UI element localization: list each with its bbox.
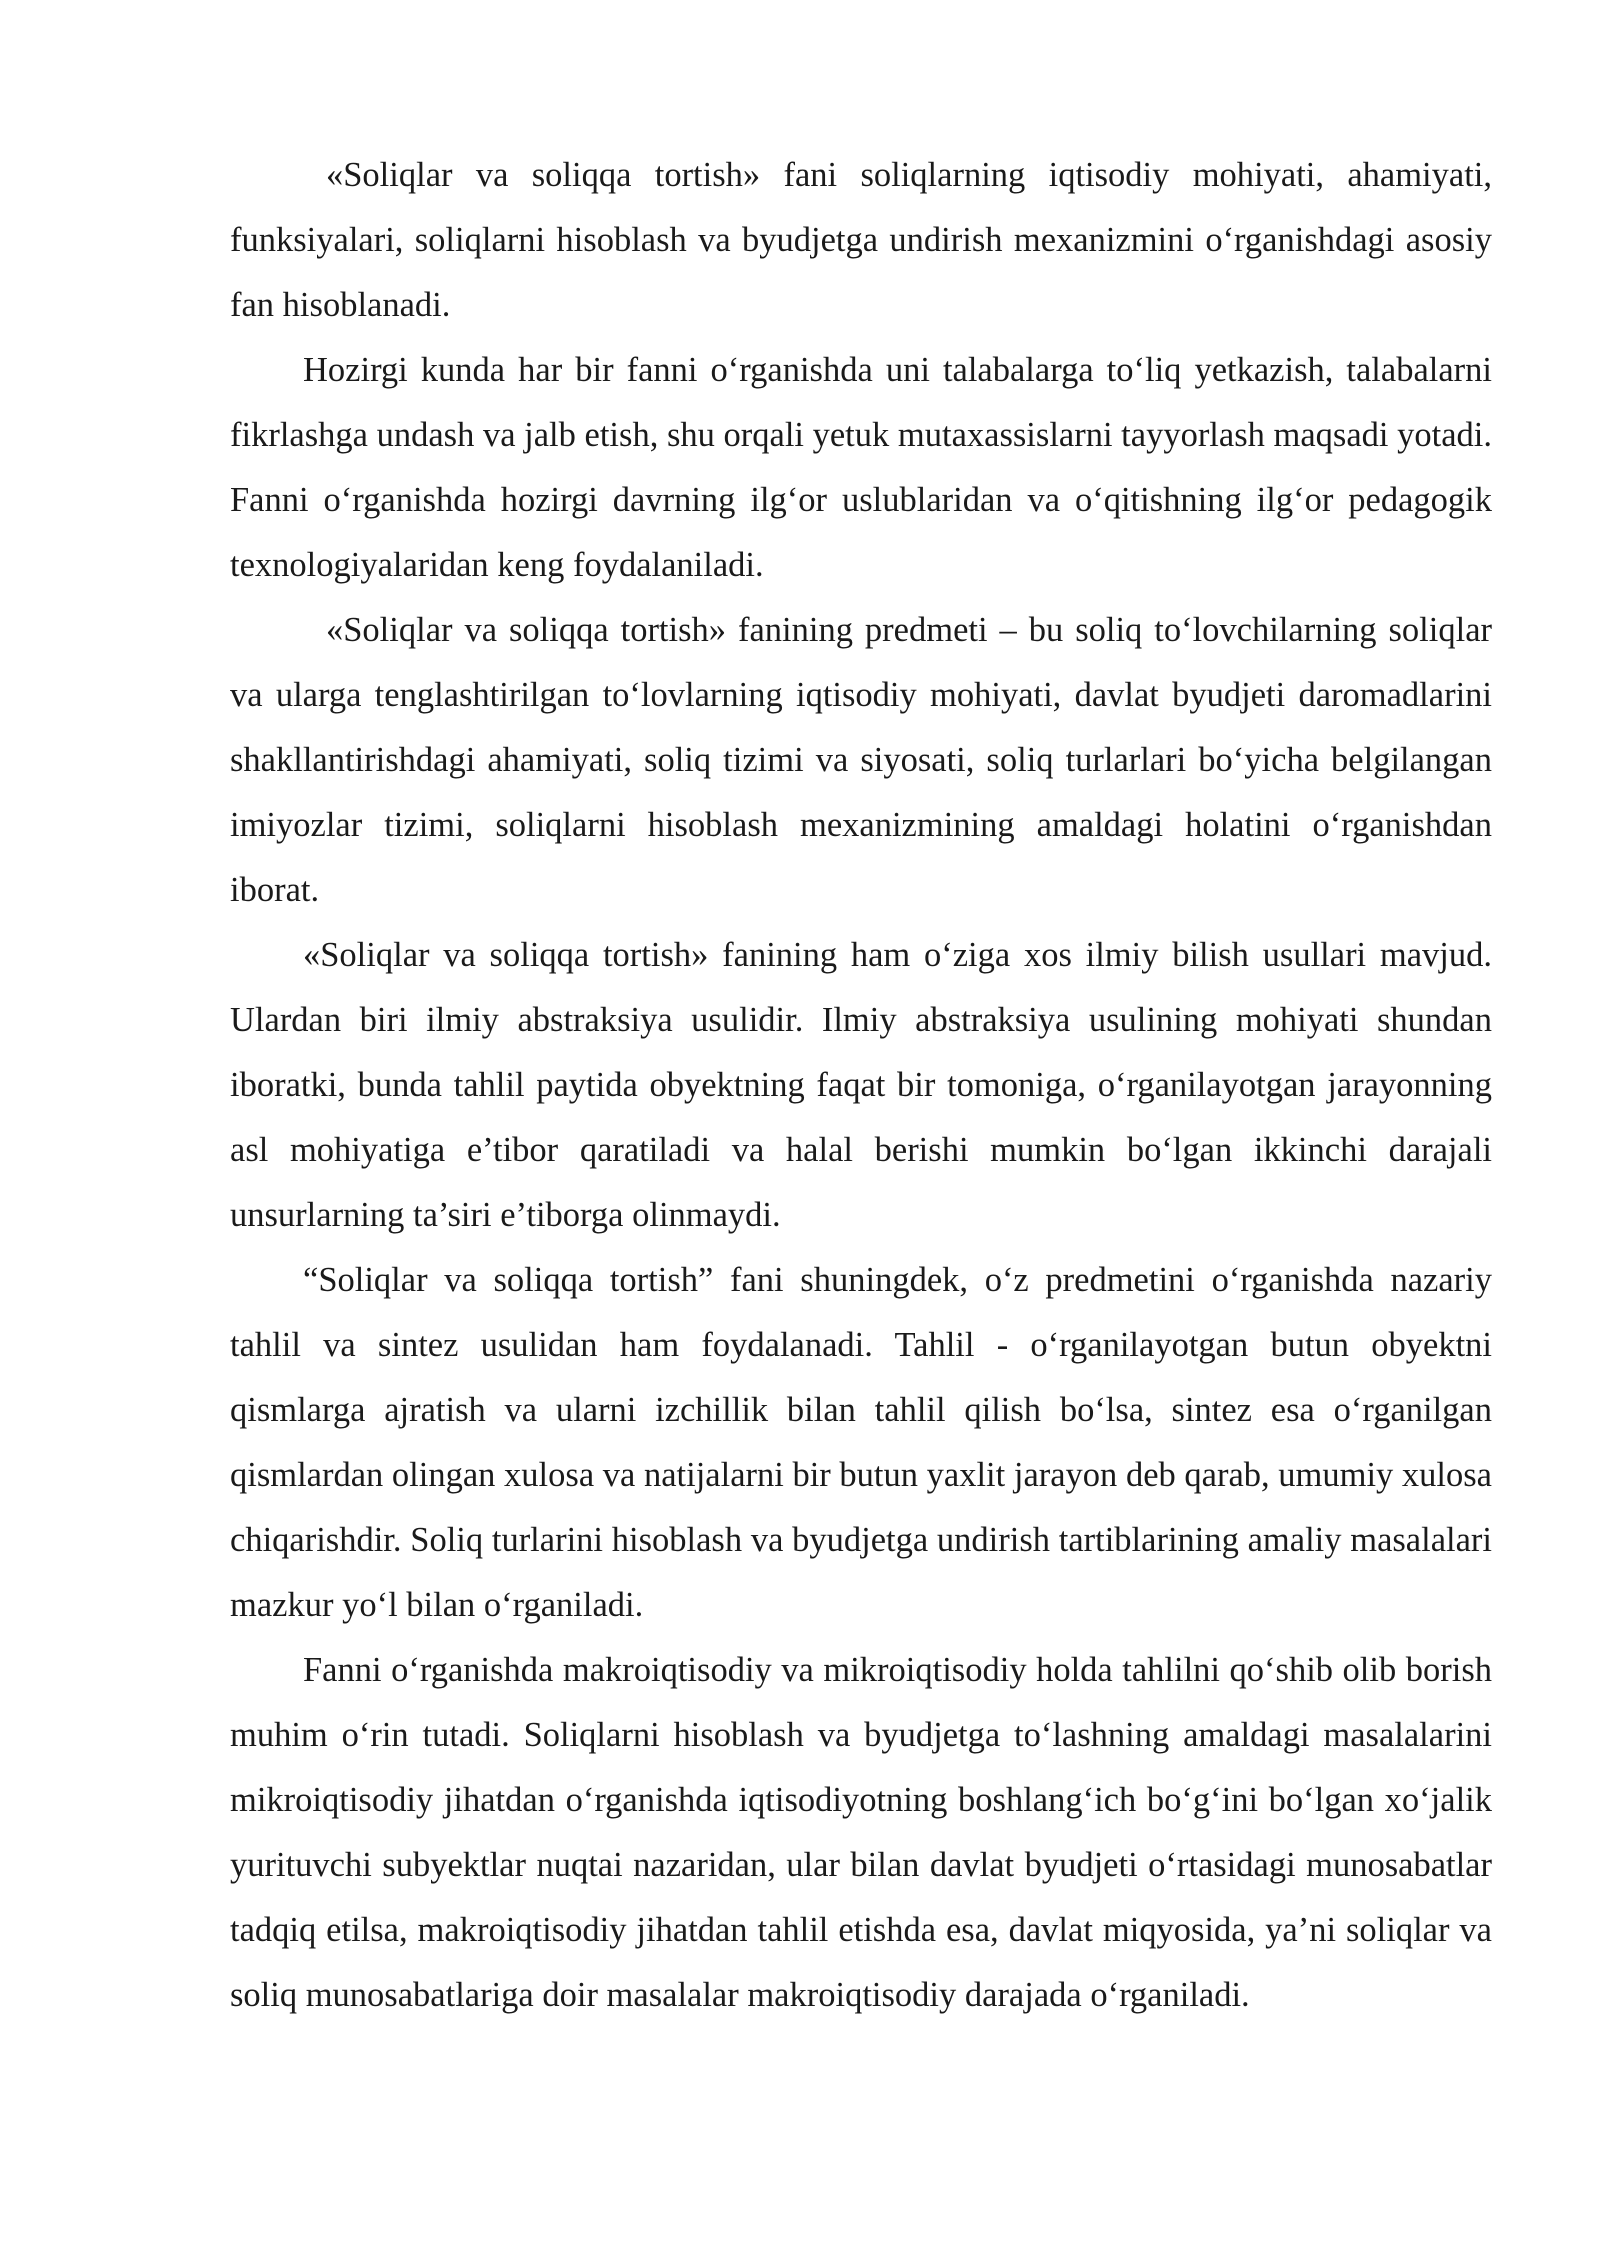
paragraph-abstraction-method: «Soliqlar va soliqqa tortish» fanining ham oʻziga xos ilmiy bilish usullari mavjud. Ulardan biri ilmiy abstraksiya usulidir. Ilmiy abstraksiya usulining mohiyati shundan iboratki, bunda tahlil paytida obyektning faqat bir tomoniga, oʻrganilayotgan jarayonning asl mohiyatiga e’tibor qaratiladi va halal berishi mumkin boʻlgan ikkinchi darajali unsurlarning ta’siri e’tiborga olinmaydi. bbox=[230, 936, 1492, 1234]
paragraph-analysis-synthesis: “Soliqlar va soliqqa tortish” fani shuningdek, oʻz predmetini oʻrganishda nazariy tahlil va sintez usulidan ham foydalanadi. Tahlil - oʻrganilayotgan butun obyektni qismlarga ajratish va ularni izchillik bilan tahlil qilish boʻlsa, sintez esa oʻrganilgan qismlardan olingan xulosa va natijalarni bir butun yaxlit jarayon deb qarab, umumiy xulosa chiqarishdir. Soliq turlarini hisoblash va byudjetga undirish tartiblarining amaliy masalalari mazkur yoʻl bilan oʻrganiladi. bbox=[230, 1261, 1492, 1624]
paragraph-subject-matter: «Soliqlar va soliqqa tortish» fanining predmeti – bu soliq toʻlovchilarning soliqlar va ularga tenglashtirilgan toʻlovlarning iqtisodiy mohiyati, davlat byudjeti daromadlarini shakllantirishdagi ahamiyati, soliq tizimi va siyosati, soliq turlarlari boʻyicha belgilangan imiyozlar tizimi, soliqlarni hisoblash mexanizmining amaldagi holatini oʻrganishdan iborat. bbox=[230, 611, 1492, 909]
document-body bbox=[230, 143, 1492, 2028]
paragraph-macro-micro: Fanni oʻrganishda makroiqtisodiy va mikroiqtisodiy holda tahlilni qoʻshib olib borish muhim oʻrin tutadi. Soliqlarni hisoblash va byudjetga toʻlashning amaldagi masalalarini mikroiqtisodiy jihatdan oʻrganishda iqtisodiyotning boshlangʻich boʻgʻini boʻlgan xoʻjalik yurituvchi subyektlar nuqtai nazaridan, ular bilan davlat byudjeti oʻrtasidagi munosabatlar tadqiq etilsa, makroiqtisodiy jihatdan tahlil etishda esa, davlat miqyosida, ya’ni soliqlar va soliq munosabatlariga doir masalalar makroiqtisodiy darajada oʻrganiladi. bbox=[230, 1651, 1492, 2014]
paragraph-intro: «Soliqlar va soliqqa tortish» fani soliqlarning iqtisodiy mohiyati, ahamiyati, funksiyalari, soliqlarni hisoblash va byudjetga undirish mexanizmini oʻrganishdagi asosiy fan hisoblanadi. bbox=[230, 156, 1492, 324]
paragraph-teaching-goal: Hozirgi kunda har bir fanni oʻrganishda uni talabalarga toʻliq yetkazish, talabalarni fikrlashga undash va jalb etish, shu orqali yetuk mutaxassislarni tayyorlash maqsadi yotadi. Fanni oʻrganishda hozirgi davrning ilgʻor uslublaridan va oʻqitishning ilgʻor pedagogik texnologiyalaridan keng foydalaniladi. bbox=[230, 351, 1492, 584]
